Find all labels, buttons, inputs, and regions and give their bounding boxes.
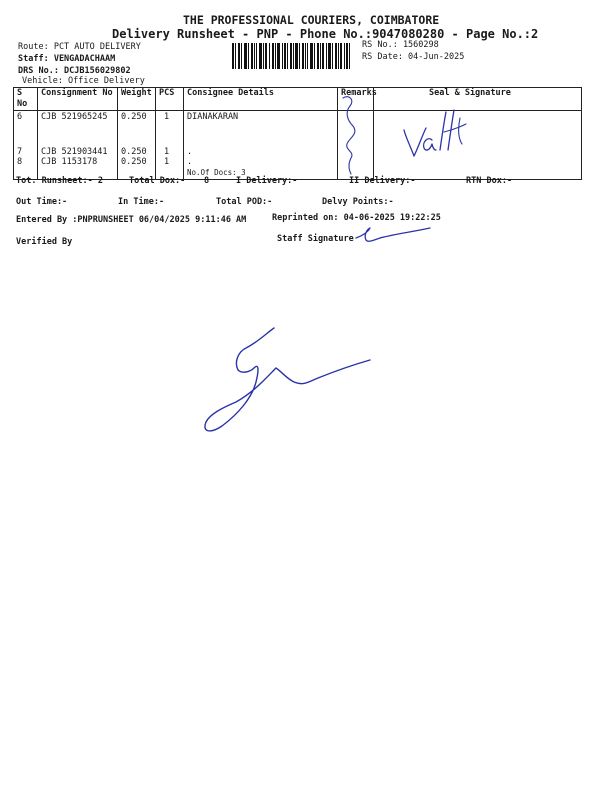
table-spacer-row xyxy=(14,135,582,147)
in-time: In Time:- xyxy=(118,197,165,207)
table-header-row xyxy=(14,88,582,111)
route-label: Route: PCT AUTO DELIVERY xyxy=(18,42,141,52)
i-delivery: I Delivery:- xyxy=(236,176,298,186)
runsheet-table xyxy=(13,87,582,180)
delvy-points: Delvy Points:- xyxy=(322,197,394,207)
staff-signature-label: Staff Signature xyxy=(277,234,354,244)
vehicle-label: Vehicle: Office Delivery xyxy=(22,76,145,86)
cell-consignee: DIANAKARAN xyxy=(184,111,338,124)
table-row xyxy=(14,111,582,124)
col-header-seal: Seal & Signature xyxy=(374,88,582,111)
cell-consignment-no: CJB 1153178 xyxy=(38,157,118,167)
verified-by: Verified By xyxy=(16,237,73,247)
barcode xyxy=(232,43,350,69)
remarks-scribble xyxy=(335,92,365,176)
table-row xyxy=(14,157,582,167)
drs-number: DRS No.: DCJB156029802 xyxy=(18,66,131,76)
cell-pcs: 1 xyxy=(156,111,184,124)
cell-sno: 8 xyxy=(14,157,38,167)
cell-sno: 7 xyxy=(14,147,38,157)
table-row xyxy=(14,147,582,157)
col-header-weight: Weight xyxy=(118,88,156,111)
rtn-dox: RTN Dox:- xyxy=(466,176,513,186)
reprinted-on: Reprinted on: 04-06-2025 19:22:25 xyxy=(272,213,441,223)
table-spacer-row xyxy=(14,123,582,135)
ii-delivery: II Delivery:- xyxy=(349,176,416,186)
cell-pcs: 1 xyxy=(156,147,184,157)
col-header-consignee: Consignee Details xyxy=(184,88,338,111)
company-title: THE PROFESSIONAL COURIERS, COIMBATORE xyxy=(183,13,440,27)
seal-signature xyxy=(400,106,470,164)
staff-label: Staff: VENGADACHAAM xyxy=(18,54,116,64)
col-header-sno: S No xyxy=(14,88,38,111)
large-signature xyxy=(198,322,373,437)
col-header-remarks: Remarks xyxy=(338,88,374,111)
cell-consignment-no: CJB 521903441 xyxy=(38,147,118,157)
col-header-consignment: Consignment No xyxy=(38,88,118,111)
total-dox-value: 8 xyxy=(204,176,210,186)
cell-consignee: . xyxy=(184,157,338,167)
total-dox-label: Total Dox:- xyxy=(129,176,186,186)
cell-weight: 0.250 xyxy=(118,157,156,167)
out-time: Out Time:- xyxy=(16,197,68,207)
runsheet-subtitle: Delivery Runsheet - PNP - Phone No.:9047080280 - Page No.:2 xyxy=(112,27,539,41)
cell-consignment-no: CJB 521965245 xyxy=(38,111,118,124)
tot-runsheet: Tot. Runsheet:- 2 xyxy=(16,176,103,186)
staff-signature-mark xyxy=(354,224,434,246)
entered-by: Entered By :PNPRUNSHEET 06/04/2025 9:11:46 AM xyxy=(16,215,247,225)
total-pod: Total POD:- xyxy=(216,197,273,207)
cell-sno: 6 xyxy=(14,111,38,124)
cell-pcs: 1 xyxy=(156,157,184,167)
docs-count: No.Of Docs: 3 xyxy=(184,167,338,180)
rs-number: RS No.: 1560298 xyxy=(362,40,439,50)
col-header-pcs: PCS xyxy=(156,88,184,111)
rs-date: RS Date: 04-Jun-2025 xyxy=(362,52,465,62)
cell-consignee: . xyxy=(184,147,338,157)
cell-weight: 0.250 xyxy=(118,111,156,124)
cell-weight: 0.250 xyxy=(118,147,156,157)
